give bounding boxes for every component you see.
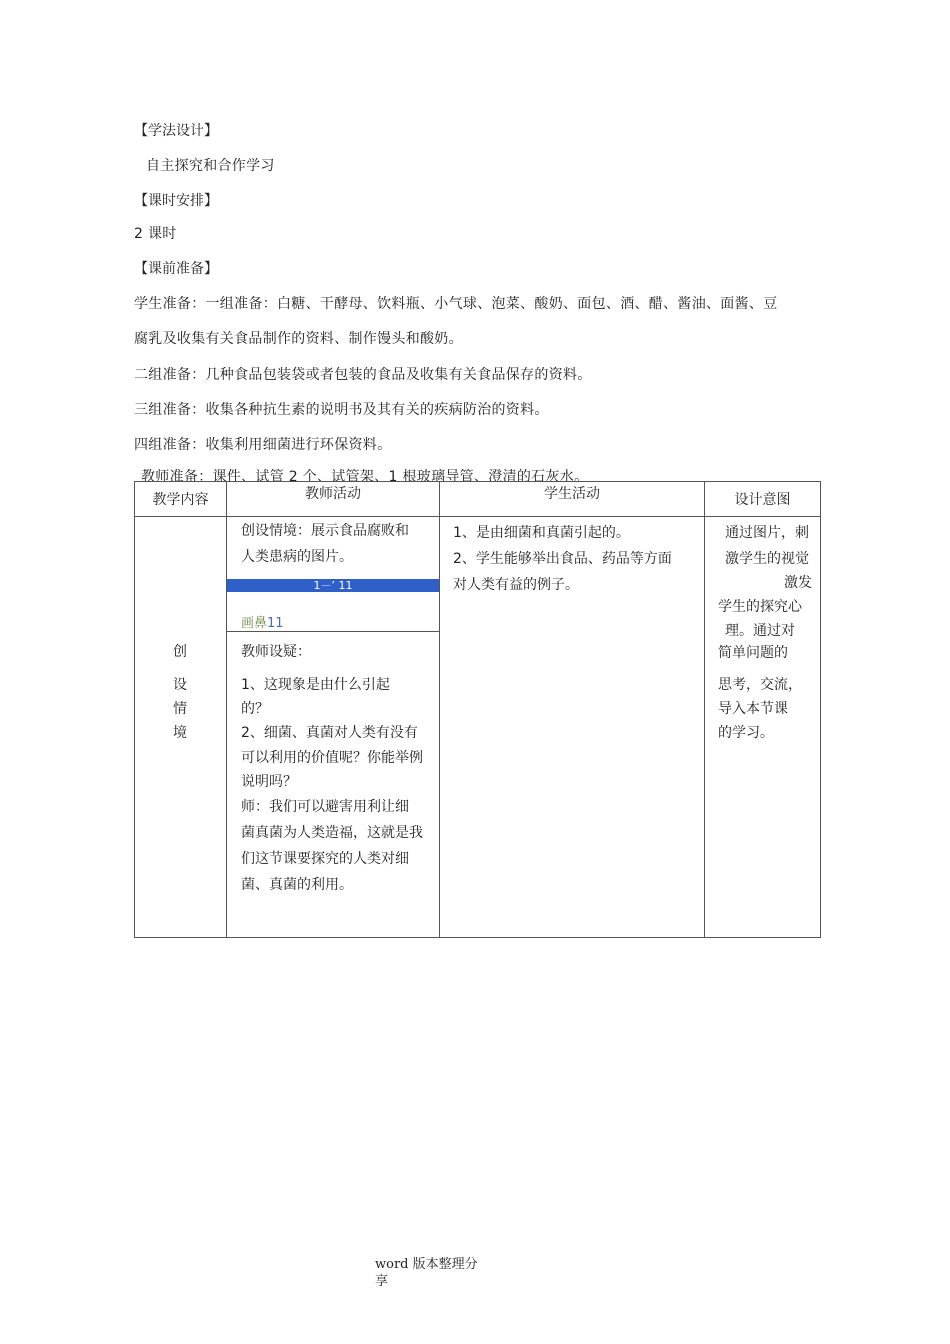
prep-line: 三组准备：收集各种抗生素的说明书及其有关的疾病防治的资料。 — [134, 402, 549, 418]
header-student: 学生活动 — [440, 482, 705, 517]
content-char: 境 — [173, 725, 187, 741]
teacher-question: 可以利用的价值呢？你能举例 — [241, 750, 423, 766]
header-intent: 设计意图 — [705, 482, 821, 517]
intent-cell — [705, 517, 821, 938]
lesson-table — [134, 481, 821, 938]
illustration-caption: 画鼻11 — [241, 616, 284, 631]
intent-line: 激发 — [784, 575, 812, 591]
teacher-cell — [227, 517, 440, 938]
prep-line: 四组准备：收集利用细菌进行环保资料。 — [134, 437, 392, 453]
teacher-question: 2、细菌、真菌对人类有没有 — [241, 725, 418, 741]
teacher-question: 菌、真菌的利用。 — [241, 877, 353, 893]
teacher-question: 的？ — [241, 701, 269, 717]
intent-line: 理。通过对 — [725, 623, 795, 639]
intent-line: 导入本节课 — [718, 701, 788, 717]
teacher-question: 们这节课要探究的人类对细 — [241, 851, 409, 867]
student-line: 对人类有益的例子。 — [453, 577, 579, 593]
schedule-heading: 【课时安排】 — [134, 193, 218, 209]
header-teacher: 教师活动 — [227, 482, 440, 517]
intent-line: 的学习。 — [718, 725, 774, 741]
teacher-intro-line: 创设情境：展示食品腐败和 — [241, 523, 409, 539]
prep-heading: 【课前准备】 — [134, 261, 218, 277]
content-cell — [135, 517, 227, 938]
schedule-text: 2 课时 — [134, 226, 177, 242]
teacher-question: 教师设疑： — [241, 644, 311, 660]
intent-line: 通过图片，刺 — [725, 525, 809, 541]
student-line: 1、是由细菌和真菌引起的。 — [453, 525, 630, 541]
method-heading: 【学法设计】 — [134, 123, 218, 139]
content-char: 设 — [173, 677, 187, 693]
header-content: 教学内容 — [135, 482, 227, 517]
method-text: 自主探究和合作学习 — [146, 158, 275, 174]
content-char: 情 — [173, 701, 187, 717]
intent-line: 思考，交流， — [718, 677, 802, 693]
teacher-question: 1、这现象是由什么引起 — [241, 677, 390, 693]
student-line: 2、学生能够举出食品、药品等方面 — [453, 551, 672, 567]
teacher-question: 说明吗？ — [241, 774, 297, 790]
prep-line: 二组准备：几种食品包装袋或者包装的食品及收集有关食品保存的资料。 — [134, 367, 592, 383]
teacher-question: 师：我们可以避害用利让细 — [241, 799, 409, 815]
cell-divider — [227, 631, 439, 632]
intent-line: 学生的探究心 — [718, 599, 802, 615]
student-cell — [440, 517, 705, 938]
intent-line: 简单问题的 — [718, 645, 788, 661]
prep-line: 教师准备：课件、试管 2 个、试管架、1 根玻璃导管、澄清的石灰水。 — [141, 469, 589, 485]
prep-line: 腐乳及收集有关食品制作的资料、制作馒头和酸奶。 — [134, 331, 463, 347]
teacher-intro-line: 人类患病的图片。 — [241, 549, 353, 565]
prep-line: 学生准备：一组准备：白糖、干酵母、饮料瓶、小气球、泡菜、酸奶、面包、酒、醋、酱油、面酱、豆 — [134, 296, 778, 312]
illustration-image: 1－’ 11 — [227, 579, 439, 592]
intent-line: 激学生的视觉 — [725, 551, 809, 567]
content-char: 创 — [173, 644, 187, 660]
page-footer: word 版本整理分 享 — [375, 1257, 478, 1289]
teacher-question: 菌真菌为人类造福，这就是我 — [241, 825, 423, 841]
